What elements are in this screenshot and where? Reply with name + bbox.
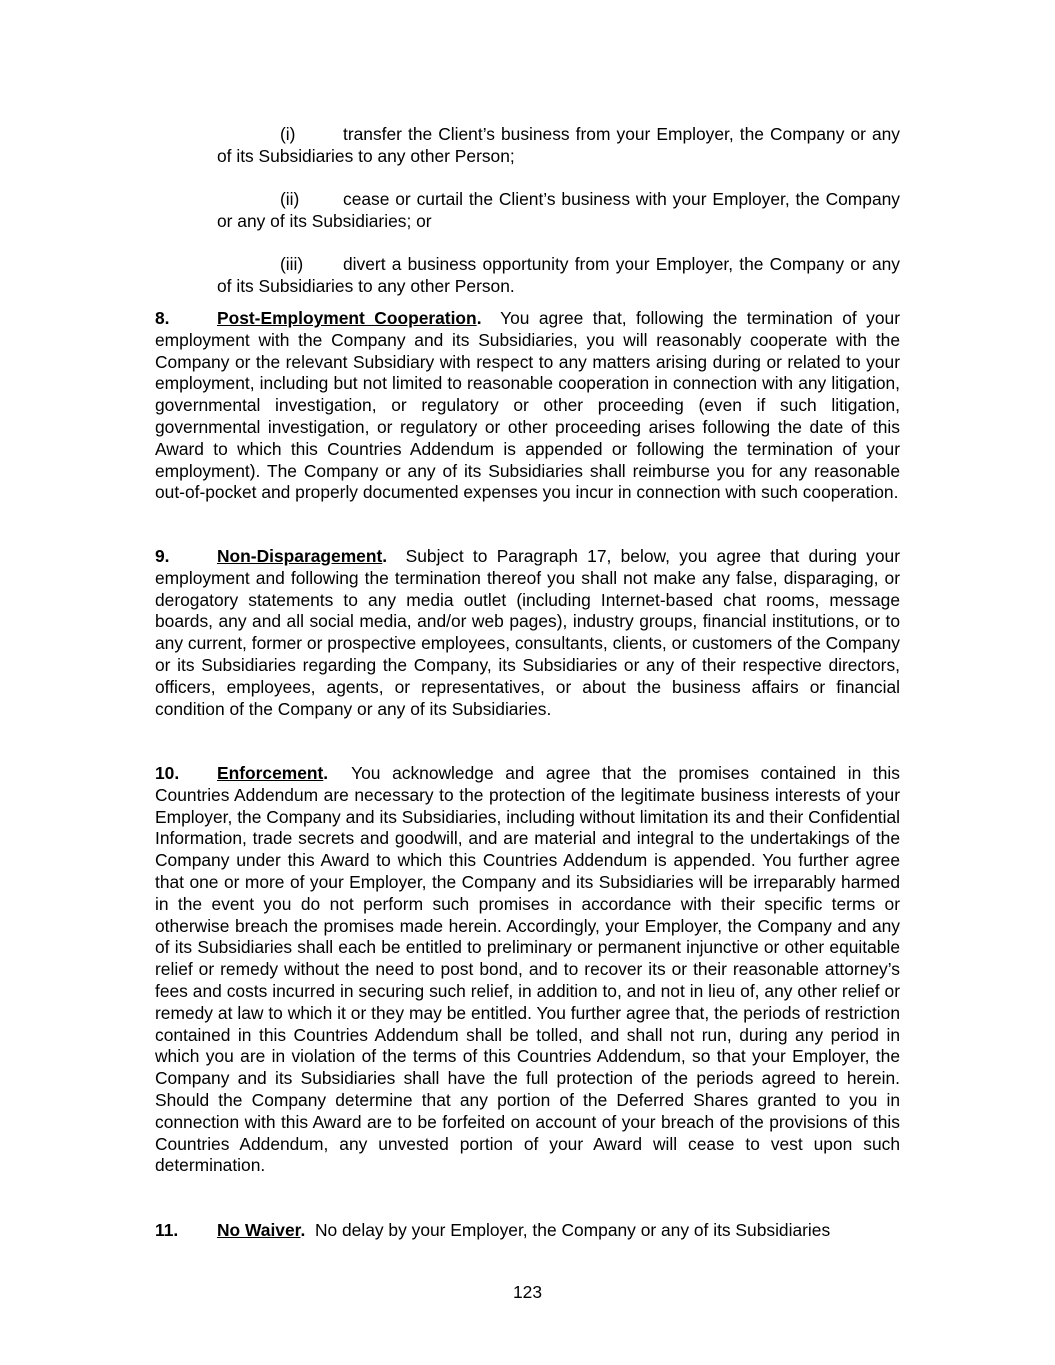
- section-heading: Enforcement: [217, 763, 324, 783]
- section-heading: No Waiver: [217, 1220, 301, 1240]
- section-body: No delay by your Employer, the Company or any of its Subsidiaries: [314, 1220, 831, 1240]
- section-8-post-employment-cooperation: 8. Post-Employment Cooperation. You agree that, following the termination of your employment with the Company and its Subsidiaries, you will reasonably cooperate with the Company or the relevant Subsidiary with respect to any matters arising during or related to your employment, including but not limited to reasonable cooperation in connection with any litigation, governmental investigation, or regulatory or other proceeding (even if such litigation, governmental investigation, or regulatory or other proceeding arises following the date of this Award to which this Countries Addendum is appended or following the termination of your employment). The Company or any of its Subsidiaries shall reimburse you for any reasonable out-of-pocket and properly documented expenses you incur in connection with such cooperation.: [155, 308, 900, 503]
- sub-item-iii: [217, 254, 900, 298]
- section-body: You agree that, following the termination of your employment with the Company and its Subsidiaries, you will reasonably cooperate with the Company or the relevant Subsidiary with respect to any matters arising during or related to your employment, including but not limited to reasonable cooperation in connection with any litigation, governmental investigation, or regulatory or other proceeding (even if such litigation, governmental investigation, or regulatory or other proceeding arises following the date of this Award to which this Countries Addendum is appended or following the termination of your employment). The Company or any of its Subsidiaries shall reimburse you for any reasonable out-of-pocket and properly documented expenses you incur in connection with such cooperation.: [155, 308, 900, 503]
- section-heading: Non-Disparagement: [217, 546, 383, 566]
- section-body: You acknowledge and agree that the promises contained in this Countries Addendum are necessary to the protection of the legitimate business interests of your Employer, the Company and its Subsidiaries, including without limitation its and their Confidential Information, trade secrets and goodwill, and are material and integral to the undertakings of the Company under this Award to which this Countries Addendum is appended. You further agree that one or more of your Employer, the Company and its Subsidiaries will be irreparably harmed in the event you do not perform such promises in accordance with their specific terms or otherwise breach the promises made herein. Accordingly, your Employer, the Company and any of its Subsidiaries shall each be entitled to preliminary or permanent injunctive or other equitable relief or remedy without the need to post bond, and to recover its or their reasonable attorney’s fees and costs incurred in securing such relief, in addition to, and not in lieu of, any other relief or remedy at law to which it or they may be entitled. You further agree that, the periods of restriction contained in this Countries Addendum shall be tolled, and shall not run, during any period in which you are in violation of the terms of this Countries Addendum, so that your Employer, the Company and its Subsidiaries shall have the full protection of the periods agreed to herein. Should the Company determine that any portion of the Deferred Shares granted to you in connection with this Award are to be forfeited on account of your breach of the provisions of this Countries Addendum, any unvested portion of your Award will cease to vest upon such determination.: [155, 763, 900, 1176]
- page-number: 123: [512, 1282, 542, 1302]
- sub-item-marker: (iii): [280, 254, 304, 274]
- sub-item-text: cease or curtail the Client’s business with your Employer, the Company or any of its Subsidiaries; or: [217, 189, 900, 231]
- sub-item-ii: [217, 189, 900, 233]
- section-body: Subject to Paragraph 17, below, you agree that during your employment and following the termination thereof you shall not make any false, disparaging, or derogatory statements to any media outlet (including Internet-based chat rooms, message boards, any and all social media, and/or web pages), industry groups, financial institutions, or to any current, former or prospective employees, consultants, clients, or customers of the Company or its Subsidiaries regarding the Company, its Subsidiaries or any of their respective directors, officers, employees, agents, or representatives, or about the business affairs or financial condition of the Company or any of its Subsidiaries.: [155, 546, 900, 719]
- section-number: 11.: [155, 1220, 179, 1240]
- sub-item-marker: (ii): [280, 189, 300, 209]
- section-number: 10.: [155, 763, 180, 783]
- section-9-non-disparagement: 9. Non-Disparagement. Subject to Paragraph 17, below, you agree that during your employment and following the termination thereof you shall not make any false, disparaging, or derogatory statements to any media outlet (including Internet-based chat rooms, message boards, any and all social media, and/or web pages), industry groups, financial institutions, or to any current, former or prospective employees, consultants, clients, or customers of the Company or its Subsidiaries regarding the Company, its Subsidiaries or any of their respective directors, officers, employees, agents, or representatives, or about the business affairs or financial condition of the Company or any of its Subsidiaries.: [155, 546, 900, 719]
- section-number: 9.: [155, 546, 170, 566]
- sub-item-marker: (i): [280, 124, 296, 144]
- section-number: 8.: [155, 308, 170, 328]
- section-10-enforcement: 10. Enforcement. You acknowledge and agree that the promises contained in this Countries Addendum are necessary to the protection of the legitimate business interests of your Employer, the Company and its Subsidiaries, including without limitation its and their Confidential Information, trade secrets and goodwill, and are material and integral to the undertakings of the Company under this Award to which this Countries Addendum is appended. You further agree that one or more of your Employer, the Company and its Subsidiaries will be irreparably harmed in the event you do not perform such promises in accordance with their specific terms or otherwise breach the promises made herein. Accordingly, your Employer, the Company and any of its Subsidiaries shall each be entitled to preliminary or permanent injunctive or other equitable relief or remedy without the need to post bond, and to recover its or their reasonable attorney’s fees and costs incurred in securing such relief, in addition to, and not in lieu of, any other relief or remedy at law to which it or they may be entitled. You further agree that, the periods of restriction contained in this Countries Addendum shall be tolled, and shall not run, during any period in which you are in violation of the terms of this Countries Addendum, so that your Employer, the Company and its Subsidiaries shall have the full protection of the periods agreed to herein. Should the Company determine that any portion of the Deferred Shares granted to you in connection with this Award are to be forfeited on account of your breach of the provisions of this Countries Addendum, any unvested portion of your Award will cease to vest upon such determination.: [155, 763, 900, 1176]
- sub-item-text: divert a business opportunity from your Employer, the Company or any of its Subsidiaries to any other Person.: [217, 254, 900, 296]
- section-heading: Post-Employment Cooperation: [217, 308, 477, 328]
- sub-item-i: [217, 124, 900, 168]
- sub-item-text: transfer the Client’s business from your Employer, the Company or any of its Subsidiaries to any other Person;: [217, 124, 900, 166]
- section-11-no-waiver: 11. No Waiver. No delay by your Employer, the Company or any of its Subsidiaries: [155, 1220, 831, 1240]
